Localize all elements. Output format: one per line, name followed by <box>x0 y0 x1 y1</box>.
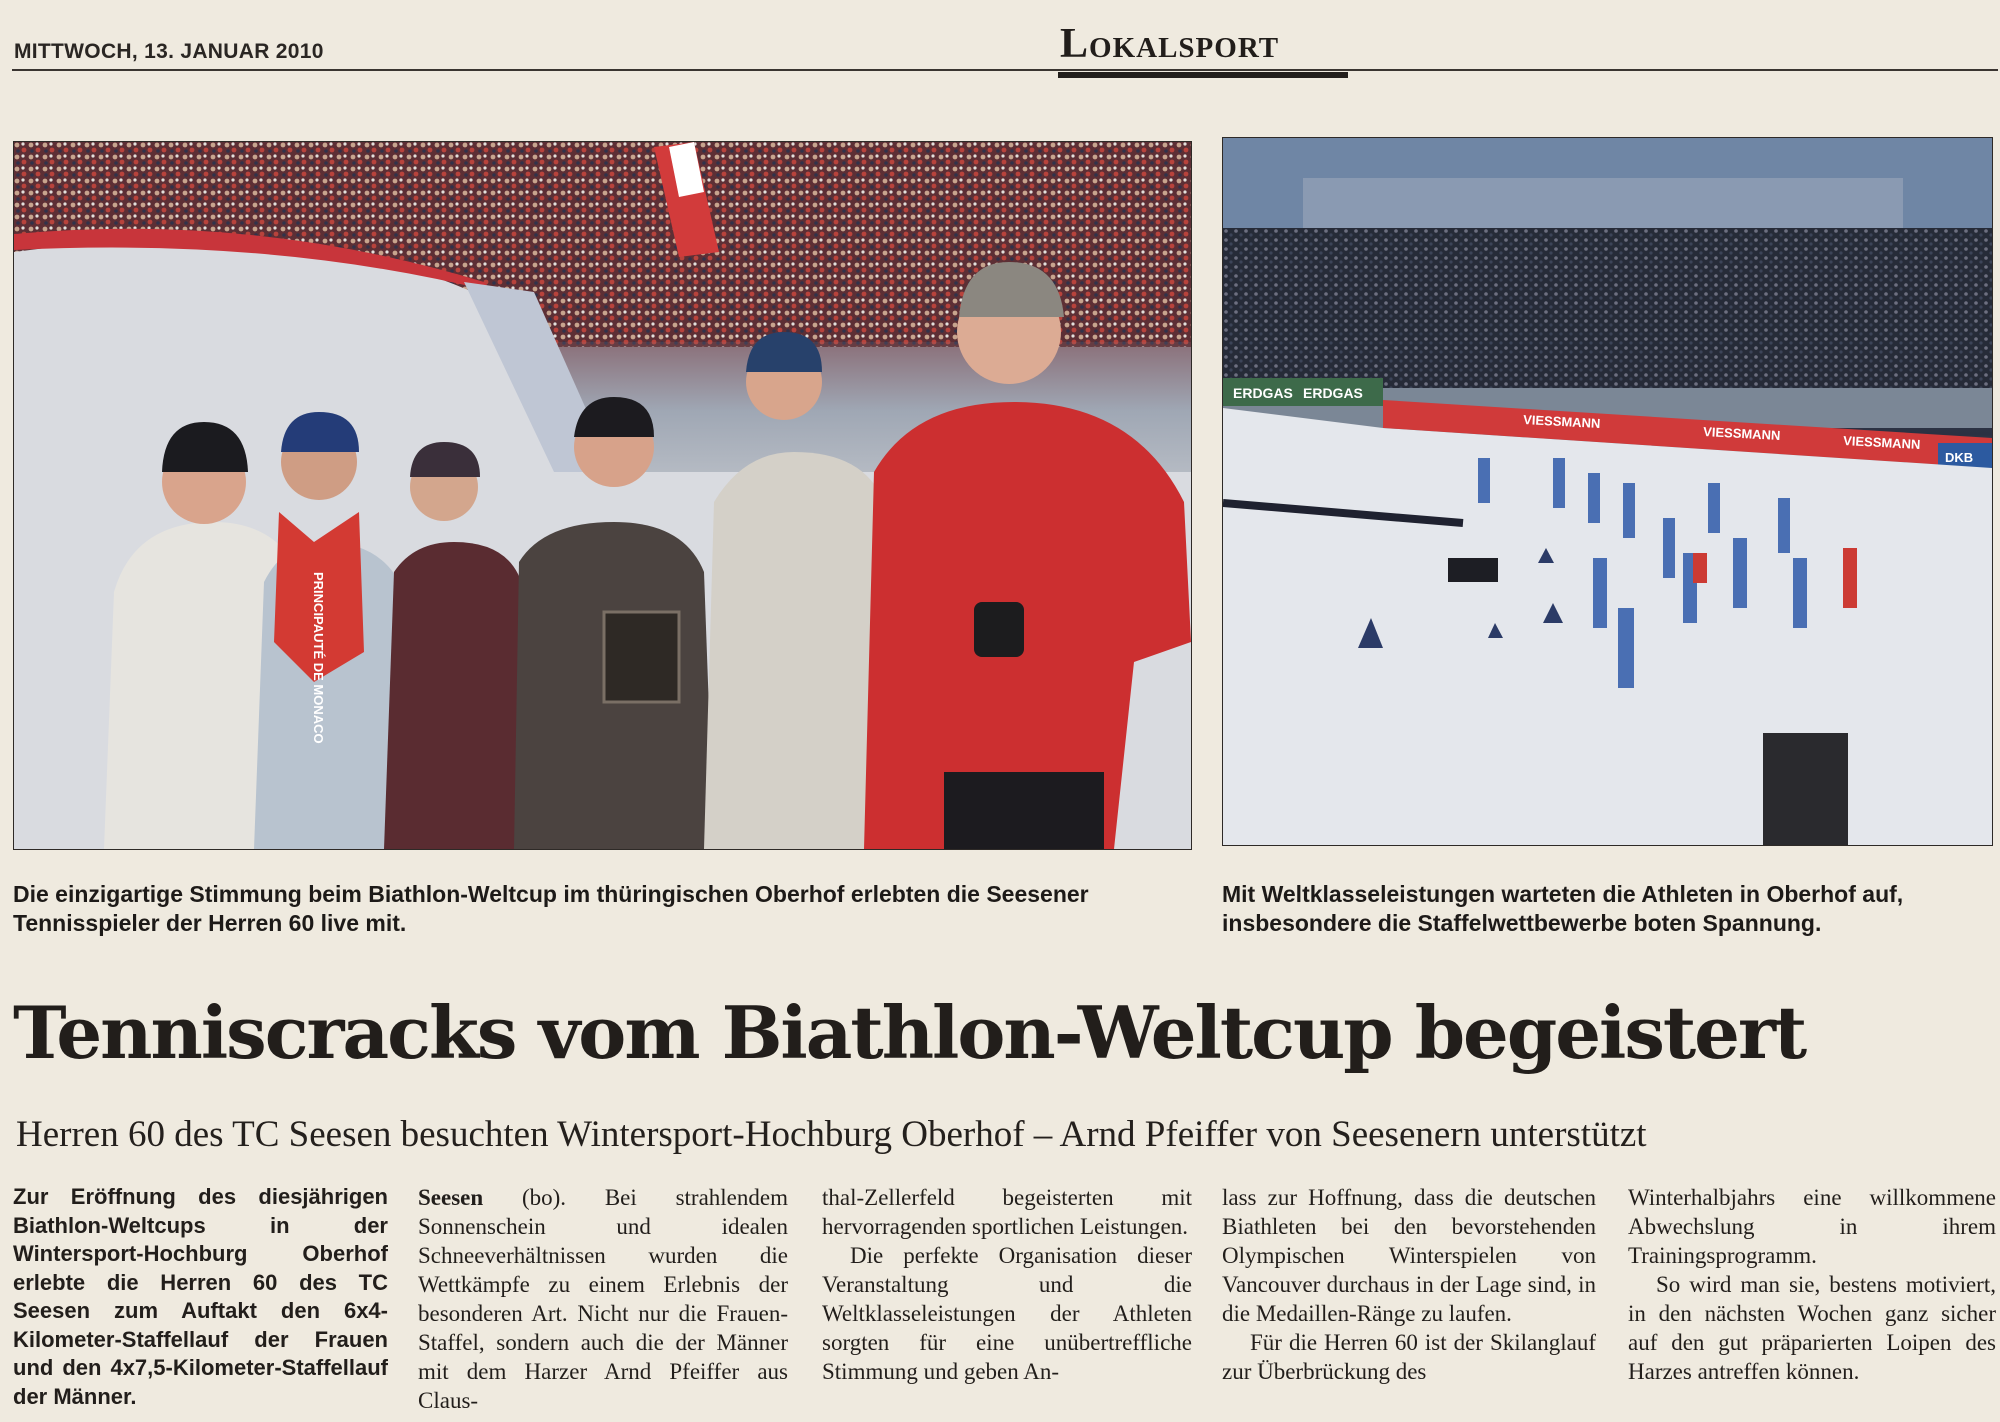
svg-text:VIESSMANN: VIESSMANN <box>1842 433 1921 453</box>
column-2-text: (bo). Bei strahlendem Sonnenschein und idealen Schneeverhältnissen wurden die Wettkämpfe zu einem Erlebnis der besonderen Art. Nicht nur die Frauen-Staffel, sondern auch die der Männer mit dem Harzer Arnd Pfeiffer aus Claus- <box>418 1185 788 1413</box>
fan-figure-5 <box>704 332 894 849</box>
svg-text:DKB: DKB <box>1945 450 1974 465</box>
article-column-2 <box>418 1183 788 1419</box>
photo-caption-right: Mit Weltklasseleistungen warteten die Athleten in Oberhof auf, insbesondere die Staffelwettbewerbe boten Spannung. <box>1222 881 1904 936</box>
column-4-paragraph-1: lass zur Hoffnung, dass die deutschen Biathleten bei den bevorstehenden Olympischen Winterspielen von Vancouver durchaus in der Lage sind, in die Medaillen-Ränge zu laufen. <box>1222 1185 1596 1326</box>
article-subheadline: Herren 60 des TC Seesen besuchten Wintersport-Hochburg Oberhof – Arnd Pfeiffer von Seesenern unterstützt <box>16 1114 1647 1155</box>
column-5-paragraph-1: Winterhalbjahrs eine willkommene Abwechslung in ihrem Trainingsprogramm. <box>1628 1185 1996 1268</box>
svg-text:VIESSMANN: VIESSMANN <box>1702 424 1781 444</box>
svg-text:ERDGAS: ERDGAS <box>1233 385 1293 401</box>
column-3-paragraph-1: thal-Zellerfeld begeisterten mit hervorragenden sportlichen Leistungen. <box>822 1185 1192 1239</box>
column-4-paragraph-2: Für die Herren 60 ist der Skilanglauf zur Überbrückung des <box>1222 1330 1596 1384</box>
photo-biathlon-race <box>1222 137 1993 846</box>
photo-caption-left: Die einzigartige Stimmung beim Biathlon-Weltcup im thüringischen Oberhof erlebten die Seesener Tennisspieler der Herren 60 live mit. <box>13 881 1089 936</box>
article-headline: Tenniscracks vom Biathlon-Weltcup begeistert <box>13 990 1806 1075</box>
column-5-paragraph-2: So wird man sie, bestens motiviert, in den nächsten Wochen ganz sicher auf den gut präparierten Loipen des Harzes antreffen können. <box>1628 1272 1996 1384</box>
svg-text:ERDGAS: ERDGAS <box>1303 385 1363 401</box>
article-column-3 <box>822 1183 1192 1419</box>
svg-text:VIESSMANN: VIESSMANN <box>1522 412 1601 432</box>
article-intro <box>13 1183 388 1419</box>
intro-paragraph: Zur Eröffnung des diesjährigen Biathlon-Weltcups in der Wintersport-Hochburg Oberhof erlebte die Herren 60 des TC Seesen zum Auftakt den 6x4-Kilometer-Staffellauf der Frauen und den 4x7,5-Kilometer-Staffellauf der Männer. <box>13 1184 388 1409</box>
article-column-4 <box>1222 1183 1596 1419</box>
article-column-5 <box>1628 1183 1996 1419</box>
photo-fans-illustration <box>14 142 1191 849</box>
issue-date: MITTWOCH, 13. JANUAR 2010 <box>14 40 324 63</box>
column-3-paragraph-2: Die perfekte Organisation dieser Veranstaltung und die Weltklasseleistungen der Athleten sorgten für eine unübertreffliche Stimmung und geben An- <box>822 1243 1192 1384</box>
header-rule <box>12 69 1998 71</box>
article-dateline: Seesen <box>418 1185 484 1210</box>
photo-race-illustration <box>1223 138 1992 845</box>
section-title-underline <box>1058 72 1348 78</box>
scarf-text: PRINCIPAUTÉ DE MONACO <box>311 572 326 744</box>
photo-fans-group <box>13 141 1192 850</box>
section-title: Lokalsport <box>1060 21 1280 67</box>
column-2-paragraph <box>418 1183 788 1415</box>
